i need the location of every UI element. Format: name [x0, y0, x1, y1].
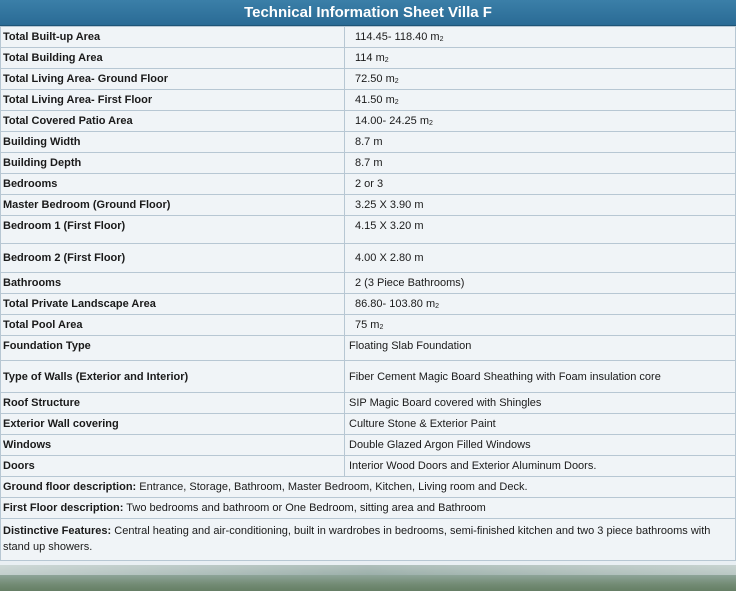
row-label: Building Width — [1, 132, 345, 153]
table-row — [1, 315, 736, 336]
row-value: 4.15 X 3.20 m — [345, 216, 736, 244]
table-row — [1, 393, 736, 414]
row-value: 3.25 X 3.90 m — [345, 195, 736, 216]
row-label: Total Living Area- First Floor — [1, 90, 345, 111]
first-floor-description: First Floor description: Two bedrooms and bathroom or One Bedroom, sitting area and Bathroom — [1, 498, 736, 519]
table-row — [1, 456, 736, 477]
row-value: 114 m2 — [345, 48, 736, 69]
row-label: Building Depth — [1, 153, 345, 174]
row-label: Foundation Type — [1, 336, 345, 361]
table-row — [1, 174, 736, 195]
table-row — [1, 27, 736, 48]
row-label: Total Private Landscape Area — [1, 294, 345, 315]
row-label: Total Covered Patio Area — [1, 111, 345, 132]
table-row — [1, 69, 736, 90]
row-value: Culture Stone & Exterior Paint — [345, 414, 736, 435]
row-label: Bathrooms — [1, 273, 345, 294]
row-value: 2 (3 Piece Bathrooms) — [345, 273, 736, 294]
distinctive-features: Distinctive Features: Central heating and air-conditioning, built in wardrobes in bedrooms, semi-finished kitchen and two 3 piece bathrooms with stand up showers. — [1, 519, 736, 561]
row-value: 4.00 X 2.80 m — [345, 244, 736, 273]
row-label: Total Pool Area — [1, 315, 345, 336]
table-row — [1, 336, 736, 361]
row-label: Total Built-up Area — [1, 27, 345, 48]
row-label: Roof Structure — [1, 393, 345, 414]
row-label: Total Building Area — [1, 48, 345, 69]
row-value: 2 or 3 — [345, 174, 736, 195]
row-value: 41.50 m2 — [345, 90, 736, 111]
table-row — [1, 414, 736, 435]
row-label: Bedroom 1 (First Floor) — [1, 216, 345, 244]
table-row — [1, 132, 736, 153]
row-value: 114.45- 118.40 m2 — [345, 27, 736, 48]
row-label: Bedrooms — [1, 174, 345, 195]
table-row — [1, 48, 736, 69]
row-value: 8.7 m — [345, 153, 736, 174]
ground-floor-description: Ground floor description: Entrance, Storage, Bathroom, Master Bedroom, Kitchen, Living room and Deck. — [1, 477, 736, 498]
row-value: 75 m2 — [345, 315, 736, 336]
row-label: Exterior Wall covering — [1, 414, 345, 435]
row-label: Bedroom 2 (First Floor) — [1, 244, 345, 273]
table-row — [1, 435, 736, 456]
row-value: Floating Slab Foundation — [345, 336, 736, 361]
table-row — [1, 498, 736, 519]
landscape-photo-strip — [0, 565, 736, 591]
table-row — [1, 195, 736, 216]
row-value: Fiber Cement Magic Board Sheathing with Foam insulation core — [345, 361, 736, 393]
row-label: Master Bedroom (Ground Floor) — [1, 195, 345, 216]
table-row — [1, 216, 736, 244]
row-value: 14.00- 24.25 m2 — [345, 111, 736, 132]
row-label: Type of Walls (Exterior and Interior) — [1, 361, 345, 393]
table-row — [1, 519, 736, 561]
table-row — [1, 273, 736, 294]
table-row — [1, 294, 736, 315]
row-value: Double Glazed Argon Filled Windows — [345, 435, 736, 456]
row-value: 8.7 m — [345, 132, 736, 153]
row-label: Total Living Area- Ground Floor — [1, 69, 345, 90]
sheet-title: Technical Information Sheet Villa F — [0, 0, 736, 26]
row-value: 72.50 m2 — [345, 69, 736, 90]
row-label: Windows — [1, 435, 345, 456]
row-value: SIP Magic Board covered with Shingles — [345, 393, 736, 414]
table-row — [1, 111, 736, 132]
row-label: Doors — [1, 456, 345, 477]
row-value: Interior Wood Doors and Exterior Aluminum Doors. — [345, 456, 736, 477]
table-row — [1, 477, 736, 498]
row-value: 86.80- 103.80 m2 — [345, 294, 736, 315]
table-row — [1, 153, 736, 174]
table-row — [1, 244, 736, 273]
table-row — [1, 361, 736, 393]
specs-table — [0, 26, 736, 561]
table-row — [1, 90, 736, 111]
